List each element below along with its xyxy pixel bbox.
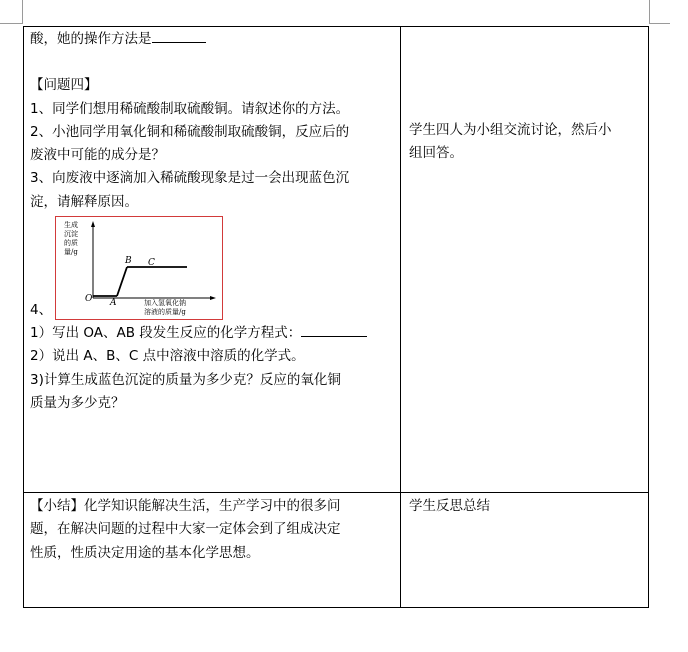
crop-mark-right-v xyxy=(649,0,650,24)
sub-question-1: 1）写出 OA、AB 段发生反应的化学方程式： xyxy=(30,322,394,345)
sub-question-3-line-2: 质量为多少克？ xyxy=(30,394,125,411)
y-axis-arrow xyxy=(91,221,95,227)
cell-question-four xyxy=(24,27,401,493)
heading-question-four: 【问题四】 xyxy=(30,77,98,94)
summary-line-2: 题，在解决问题的过程中大家一定体会到了组成决定 xyxy=(30,521,341,538)
reflection-text: 学生反思总结 xyxy=(409,498,490,514)
summary-line-3: 性质，性质决定用途的基本化学思想。 xyxy=(30,544,260,561)
question-3-line-1: 3、向废液中逐滴加入稀硫酸现象是过一会出现蓝色沉 xyxy=(30,170,350,187)
answer-blank-sub1 xyxy=(301,322,367,337)
question-4-chart-row xyxy=(30,214,394,322)
activity-line-1: 学生四人为小组交流讨论，然后小 xyxy=(409,122,612,138)
question-2-line-2: 废液中可能的成分是？ xyxy=(30,147,165,164)
point-label-c: C xyxy=(148,258,155,269)
question-3-line-2: 淀，请解释原因。 xyxy=(30,193,138,210)
ylabel-line-3: 的质 xyxy=(64,239,78,248)
question-4-number: 4、 xyxy=(30,301,53,318)
crop-mark-left-h xyxy=(0,23,22,24)
table-row-summary xyxy=(24,493,649,608)
ylabel-line-4: 量/g xyxy=(64,248,78,257)
activity-line-2: 组回答。 xyxy=(409,145,463,162)
crop-mark-left-v xyxy=(22,0,23,24)
crop-mark-right-h xyxy=(650,23,670,24)
sub-question-2: 2）说出 A、B、C 点中溶液中溶质的化学式。 xyxy=(30,348,305,365)
question-1: 1、同学们想用稀硫酸制取硫酸铜。请叙述你的方法。 xyxy=(30,100,350,117)
text-line-top: 酸，她的操作方法是 xyxy=(30,28,394,51)
empty-line xyxy=(30,51,394,74)
precipitate-chart xyxy=(55,216,223,320)
answer-blank-top xyxy=(152,28,206,43)
point-label-o: O xyxy=(85,294,93,305)
question-2-line-1: 2、小池同学用氧化铜和稀硫酸制取硫酸铜，反应后的 xyxy=(30,123,350,140)
table-row-question-four xyxy=(24,27,649,493)
x-axis-arrow xyxy=(210,296,216,300)
ylabel-line-2: 沉淀 xyxy=(64,230,78,239)
chart-svg xyxy=(56,217,224,321)
lesson-table xyxy=(23,26,649,608)
sub-question-3-line-1: 3)计算生成蓝色沉淀的质量为多少克？反应的氧化铜 xyxy=(30,371,341,388)
summary-line-1: 【小结】化学知识能解决生活，生产学习中的很多问 xyxy=(30,498,341,514)
point-label-a: A xyxy=(110,298,117,309)
xlabel-line-1: 加入氢氧化钠 xyxy=(144,299,186,308)
cell-student-activity-1 xyxy=(401,27,649,493)
xlabel-line-2: 溶液的质量/g xyxy=(144,308,186,317)
cell-summary xyxy=(24,493,401,608)
cell-student-activity-2 xyxy=(401,493,649,608)
ylabel-line-1: 生成 xyxy=(64,221,78,230)
segment-ab xyxy=(117,267,127,296)
point-label-b: B xyxy=(125,256,132,267)
